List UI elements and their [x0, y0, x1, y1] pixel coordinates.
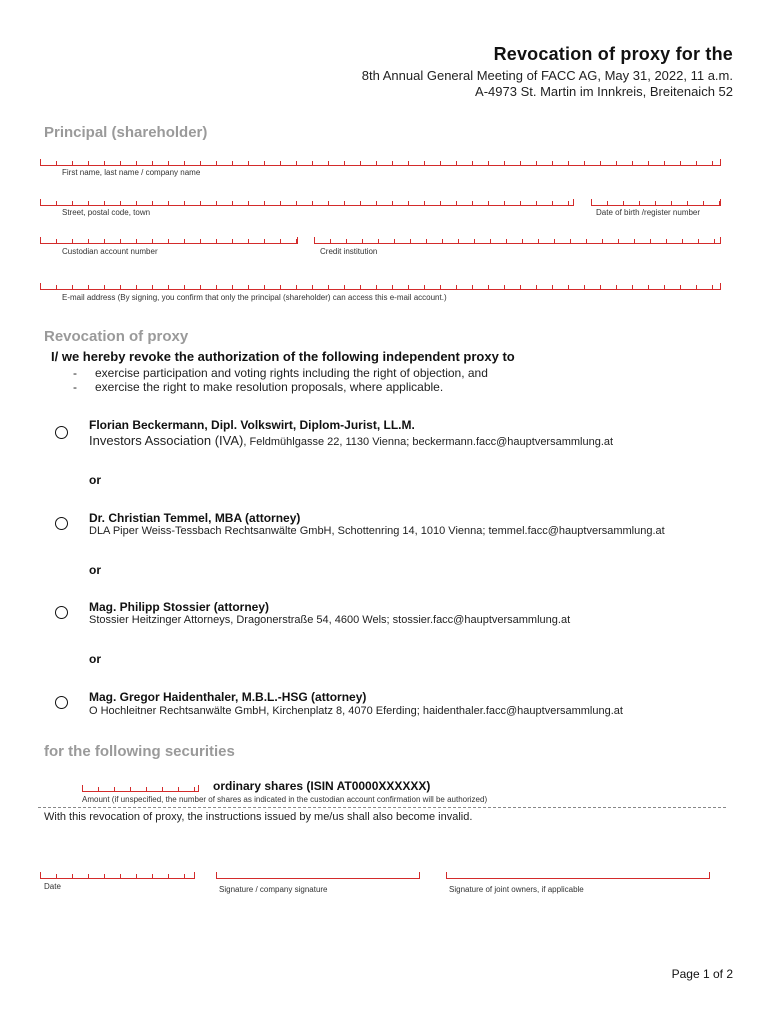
meeting-line: 8th Annual General Meeting of FACC AG, May 31, 2022, 11 a.m. — [361, 68, 733, 83]
securities-section-title: for the following securities — [44, 743, 235, 760]
name-field[interactable] — [40, 159, 721, 166]
bullet-dash: - — [73, 366, 77, 380]
proxy-name: Dr. Christian Temmel, MBA (attorney) — [89, 511, 301, 525]
proxy-radio-stossier[interactable] — [55, 606, 68, 619]
proxy-details: DLA Piper Weiss-Tessbach Rechtsanwälte GmbH, Schottenring 14, 1010 Vienna; temmel.facc@hauptversammlung.at — [89, 525, 665, 537]
credit-institution-field[interactable] — [314, 237, 721, 244]
page-number: Page 1 of 2 — [671, 967, 733, 981]
email-field-label: E-mail address (By signing, you confirm that only the principal (shareholder) can access this e-mail account.) — [62, 293, 447, 302]
revocation-section-title: Revocation of proxy — [44, 328, 189, 345]
date-field[interactable] — [40, 872, 195, 879]
bullet-dash: - — [73, 380, 77, 394]
signature-label: Signature / company signature — [219, 885, 328, 894]
proxy-details: Investors Association (IVA), Feldmühlgasse 22, 1130 Vienna; beckermann.facc@hauptversammlung.at — [89, 433, 614, 448]
principal-section-title: Principal (shareholder) — [44, 124, 208, 141]
shares-amount-field[interactable] — [82, 785, 199, 792]
proxy-radio-temmel[interactable] — [55, 517, 68, 530]
invalid-note: With this revocation of proxy, the instructions issued by me/us shall also become invalid. — [44, 811, 473, 823]
dob-field[interactable] — [591, 199, 721, 206]
custodian-field[interactable] — [40, 237, 298, 244]
email-field[interactable] — [40, 283, 721, 290]
amount-note: Amount (if unspecified, the number of shares as indicated in the custodian account confirmation will be authorized) — [82, 795, 488, 804]
address-line: A-4973 St. Martin im Innkreis, Breitenaich 52 — [475, 84, 733, 99]
shares-label: ordinary shares (ISIN AT0000XXXXXX) — [213, 779, 431, 793]
divider — [38, 807, 726, 808]
bullet-item: - exercise participation and voting rights including the right of objection, and — [73, 366, 488, 380]
or-separator: or — [89, 563, 101, 577]
proxy-name: Florian Beckermann, Dipl. Volkswirt, Diplom-Jurist, LL.M. — [89, 418, 415, 432]
bullet-item: - exercise the right to make resolution proposals, where applicable. — [73, 380, 444, 394]
street-field-label: Street, postal code, town — [62, 208, 151, 217]
signature-field[interactable] — [216, 872, 420, 879]
proxy-radio-haidenthaler[interactable] — [55, 696, 68, 709]
proxy-details: O Hochleitner Rechtsanwälte GmbH, Kirchenplatz 8, 4070 Eferding; haidenthaler.facc@hauptversammlung.at — [89, 705, 623, 717]
date-label: Date — [44, 882, 61, 891]
credit-institution-label: Credit institution — [320, 247, 378, 256]
document-title: Revocation of proxy for the — [493, 44, 733, 64]
or-separator: or — [89, 473, 101, 487]
joint-signature-field[interactable] — [446, 872, 710, 879]
street-field[interactable] — [40, 199, 574, 206]
proxy-radio-beckermann[interactable] — [55, 426, 68, 439]
proxy-name: Mag. Philipp Stossier (attorney) — [89, 600, 270, 614]
or-separator: or — [89, 652, 101, 666]
dob-field-label: Date of birth /register number — [596, 208, 701, 217]
name-field-label: First name, last name / company name — [62, 168, 201, 177]
proxy-name: Mag. Gregor Haidenthaler, M.B.L.-HSG (attorney) — [89, 690, 367, 704]
proxy-details: Stossier Heitzinger Attorneys, Dragonerstraße 54, 4600 Wels; stossier.facc@hauptversammlung.at — [89, 614, 571, 626]
revocation-headline: I/ we hereby revoke the authorization of the following independent proxy to — [51, 349, 515, 364]
custodian-field-label: Custodian account number — [62, 247, 158, 256]
joint-signature-label: Signature of joint owners, if applicable — [449, 885, 584, 894]
